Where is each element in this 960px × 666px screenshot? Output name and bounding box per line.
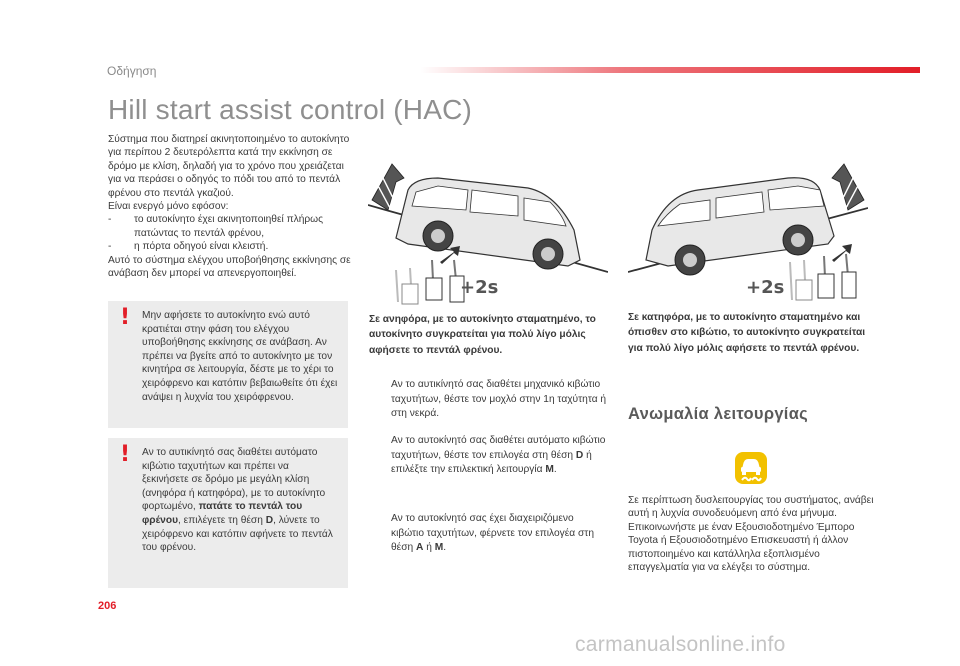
- intro-text: [108, 133, 353, 280]
- intro-condition-lead: Είναι ενεργό μόνο εφόσον:: [108, 201, 229, 213]
- text-part: Αν το αυτοκίνητό σας έχει διαχειριζόμενο κιβώτιο ταχυτήτων, φέρνετε τον επιλογέα στη θέση: [391, 513, 594, 554]
- warning-box-leave-vehicle: [108, 301, 348, 428]
- text-bold: D: [575, 449, 584, 461]
- warning-text-part: , λύνετε το χειρόφρενο και κατόπιν αφήνετε το πεντάλ του φρένου.: [142, 514, 333, 554]
- pointer-icon: [369, 512, 391, 556]
- warning-box-steep-slope: [108, 438, 348, 588]
- timer-badge: [746, 277, 784, 298]
- text-part: Αν το αυτοκίνητό σας διαθέτει αυτόματο κιβώτιο ταχυτήτων, θέστε τον επιλογέα στη θέση: [391, 435, 606, 461]
- arrow-icon: [832, 164, 864, 210]
- skid-warning-icon: [734, 451, 768, 485]
- gear-instruction-text: [391, 434, 609, 478]
- bullet-dash: -: [108, 214, 112, 226]
- warning-text-bold: πατάτε το πεντάλ του φρένου: [142, 501, 303, 526]
- van-icon: [396, 178, 580, 269]
- downhill-caption: Σε κατηφόρα, με το αυτοκίνητο σταματημένο και όπισθεν στο κιβώτιο, το αυτοκίνητο συγκρατείται για πολύ λίγο μόλις αφήσετε το πεντάλ φρένου.: [628, 312, 866, 354]
- watermark: carmanualsonline.info: [575, 633, 786, 656]
- downhill-illustration: [628, 160, 868, 310]
- text-bold: M: [434, 542, 444, 554]
- text-part: .: [443, 542, 447, 554]
- van-icon: [646, 178, 834, 275]
- timer-badge-label: +2s: [746, 277, 785, 298]
- pointer-icon: [369, 434, 391, 478]
- timer-badge-label: +2s: [460, 277, 499, 298]
- pointer-icon: [369, 378, 391, 422]
- gear-instruction-managed: [369, 512, 609, 556]
- pedals-icon: [396, 246, 464, 304]
- bullet-dash: -: [108, 241, 112, 253]
- warning-text-bold: D: [265, 514, 274, 526]
- gear-instruction-text: Αν το αυτικίνητό σας διαθέτει μηχανικό κιβώτιο ταχυτήτων, θέστε τον μοχλό στην 1η ταχύτητα ή στη νεκρά.: [391, 379, 607, 420]
- gear-instruction-text: [391, 512, 609, 556]
- warning-text: Μην αφήσετε το αυτοκίνητο ενώ αυτό κρατιέται στην φάση του ελέγχου υποβοήθησης εκκίνησης σε ανάβαση. Αν πρέπει να βγείτε από το αυτοκίνητο με τον κινητήρα σε λειτουργία, δέστε με το χέρι το χειρόφρενο και κατόπιν βεβαιωθείτε ότι έχει ανάψει η λυχνία του χειρόφρενου.: [142, 310, 338, 403]
- bullet-text: η πόρτα οδηγού είναι κλειστή.: [134, 241, 269, 253]
- gear-instruction-automatic: [369, 434, 609, 478]
- warning-icon: !: [120, 305, 131, 330]
- text-part: ή επιλέξτε την επιλεκτική λειτουργία: [391, 449, 592, 476]
- uphill-illustration: [368, 160, 608, 310]
- warning-icon: !: [120, 442, 131, 467]
- text-part: .: [553, 464, 557, 476]
- intro-note: Αυτό το σύστημα ελέγχου υποβοήθησης εκκίνησης σε ανάβαση δεν μπορεί να απενεργοποιηθεί.: [108, 254, 351, 280]
- gear-instruction-manual: [369, 378, 609, 422]
- timer-badge: [460, 277, 498, 298]
- uphill-caption: Σε ανηφόρα, με το αυτοκίνητο σταματημένο, το αυτοκίνητο συγκρατείται για πολύ λίγο μόλις αφήσετε το πεντάλ φρένου.: [369, 314, 596, 356]
- malfunction-text: Σε περίπτωση δυσλειτουργίας του συστήματος, ανάβει αυτή η λυχνία συνοδευόμενη από ένα μήνυμα. Επικοινωνήστε με έναν Εξουσιοδοτημένο Έμπορο Toyota ή Εξουσιοδοτημένο Επισκευαστή ή άλλον πιστοποιημένο και κατάλληλα εξοπλισμένο επαγγελματία για να ελέγξει το σύστημα.: [628, 495, 874, 574]
- text-bold: M: [545, 464, 554, 476]
- malfunction-title: Ανωμαλία λειτουργίας: [628, 405, 809, 423]
- text-bold: A: [416, 542, 424, 554]
- page-title: Hill start assist control (HAC): [108, 94, 473, 125]
- bullet-text: το αυτοκίνητο έχει ακινητοποιηθεί πλήρως πατώντας το πεντάλ φρένου,: [134, 214, 324, 239]
- page-number: 206: [98, 600, 117, 612]
- header-rule: [420, 67, 920, 73]
- intro-bullet: [108, 240, 353, 253]
- warning-text-part: , επιλέγετε τη θέση: [178, 514, 266, 526]
- warning-text-part: Αν το αυτικίνητό σας διαθέτει αυτόματο κιβώτιο ταχυτήτων και πρέπει να ξεκινήσετε σε δρόμο με μεγάλη κλίση (ανηφόρα ή κατηφόρα), με το αυτοκίνητο φορτωμένο,: [142, 447, 326, 513]
- intro-bullet: [108, 213, 353, 240]
- section-label: Οδήγηση: [107, 64, 157, 78]
- intro-paragraph: Σύστημα που διατηρεί ακινητοποιημένο το αυτοκίνητο για περίπου 2 δευτερόλεπτα κατά την εκκίνηση σε δρόμο με κλίση, δηλαδή για το χρόνο που χρειάζεται για να περάσει ο οδηγός το πόδι του από το πεντάλ φρένου στο πεντάλ γκαζιού.: [108, 134, 350, 199]
- text-part: ή: [423, 542, 435, 554]
- arrow-icon: [372, 164, 404, 210]
